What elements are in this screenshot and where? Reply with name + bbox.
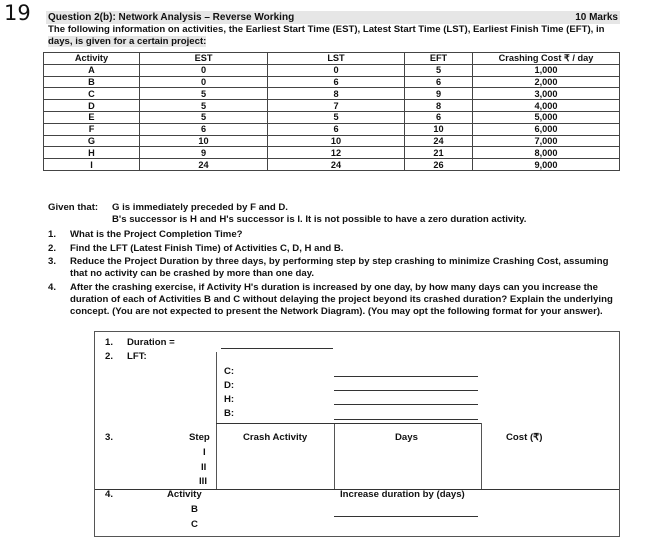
table-cell: 2,000 — [473, 76, 620, 88]
question-header — [46, 11, 620, 24]
lft-letter-h: H: — [224, 394, 235, 405]
table-row — [44, 135, 620, 147]
table-cell: 6 — [268, 123, 405, 135]
given-block — [48, 202, 526, 226]
given-label: Given that: — [48, 202, 99, 213]
answer-item-2-number: 2. — [105, 351, 114, 362]
table-cell: 26 — [405, 159, 473, 171]
table-cell: 5 — [140, 111, 268, 123]
format-divider — [481, 423, 482, 489]
table-cell: F — [44, 123, 140, 135]
table-header-cell: LST — [268, 53, 405, 65]
table-cell: 5 — [140, 88, 268, 100]
table-cell: 5 — [140, 100, 268, 112]
table-cell: 12 — [268, 147, 405, 159]
table-cell: 10 — [140, 135, 268, 147]
table-cell: 24 — [405, 135, 473, 147]
list-item — [48, 229, 622, 241]
page-number: 19 — [4, 1, 31, 25]
table-header-cell: EFT — [405, 53, 473, 65]
table-cell: 7 — [268, 100, 405, 112]
activity-label: Activity — [167, 489, 202, 500]
question-number: 2. — [48, 242, 57, 254]
table-cell: 10 — [268, 135, 405, 147]
intro-line-2: days, is given for a certain project: — [48, 36, 207, 47]
table-row — [44, 100, 620, 112]
increase-duration-label: Increase duration by (days) — [340, 489, 465, 500]
table-row — [44, 111, 620, 123]
question-marks: 10 Marks — [575, 12, 618, 23]
table-cell: 0 — [140, 76, 268, 88]
table-cell: 7,000 — [473, 135, 620, 147]
duration-label: Duration = — [127, 337, 175, 348]
table-cell: 9 — [405, 88, 473, 100]
answer-item-1-number: 1. — [105, 337, 114, 348]
question-text: After the crashing exercise, if Activity H's duration is increased by one day, by how many days can you increase the duration of each of Activities B and C without delaying the project beyond its crashed duration? Explain the underlying concept. (You are not expected to present the Network Diagram). (You may opt the following format for your answer). — [70, 281, 613, 317]
step-i: I — [203, 447, 206, 458]
table-cell: 10 — [405, 123, 473, 135]
table-header-row — [44, 53, 620, 65]
table-row — [44, 64, 620, 76]
lft-c-answer-line — [334, 376, 478, 377]
question-number: 4. — [48, 281, 57, 293]
lft-h-answer-line — [334, 404, 478, 405]
table-cell: 9 — [140, 147, 268, 159]
list-item — [48, 243, 622, 255]
table-cell: H — [44, 147, 140, 159]
table-cell: 4,000 — [473, 100, 620, 112]
activity-b: B — [191, 504, 198, 515]
question-title: Question 2(b): Network Analysis – Reverse Working — [48, 12, 295, 23]
table-cell: A — [44, 64, 140, 76]
table-cell: D — [44, 100, 140, 112]
table-cell: 24 — [140, 159, 268, 171]
list-item — [48, 282, 622, 318]
format-divider — [216, 352, 217, 489]
table-cell: 3,000 — [473, 88, 620, 100]
lft-letter-c: C: — [224, 366, 235, 377]
table-header-cell: EST — [140, 53, 268, 65]
format-divider — [334, 423, 335, 489]
table-cell: 5 — [405, 64, 473, 76]
table-row — [44, 147, 620, 159]
activity-table — [43, 52, 620, 171]
question-number: 3. — [48, 256, 57, 268]
table-cell: 6 — [405, 111, 473, 123]
table-cell: 6 — [140, 123, 268, 135]
question-list — [48, 229, 622, 319]
table-row — [44, 88, 620, 100]
table-row — [44, 76, 620, 88]
table-cell: I — [44, 159, 140, 171]
step-label: Step — [189, 432, 210, 443]
table-cell: 8 — [268, 88, 405, 100]
table-cell: 5,000 — [473, 111, 620, 123]
lft-d-answer-line — [334, 390, 478, 391]
table-cell: 21 — [405, 147, 473, 159]
table-cell: 6 — [268, 76, 405, 88]
table-cell: 8 — [405, 100, 473, 112]
table-cell: 1,000 — [473, 64, 620, 76]
question-intro — [48, 24, 620, 48]
table-cell: E — [44, 111, 140, 123]
table-cell: 8,000 — [473, 147, 620, 159]
table-row — [44, 123, 620, 135]
table-cell: 6,000 — [473, 123, 620, 135]
table-cell: 0 — [140, 64, 268, 76]
format-divider — [216, 423, 481, 424]
lft-letter-b: B: — [224, 408, 235, 419]
given-line-1: G is immediately preceded by F and D. — [112, 202, 288, 213]
table-cell: B — [44, 76, 140, 88]
answer-item-3-number: 3. — [105, 432, 114, 443]
table-cell: C — [44, 88, 140, 100]
list-item — [48, 256, 622, 280]
step-ii: II — [201, 462, 207, 473]
cost-label: Cost (₹) — [506, 432, 543, 443]
question-text: What is the Project Completion Time? — [70, 229, 243, 240]
table-cell: 9,000 — [473, 159, 620, 171]
lft-label: LFT: — [127, 351, 147, 362]
step-iii: III — [199, 476, 207, 487]
lft-b-answer-line — [334, 419, 478, 420]
table-cell: 0 — [268, 64, 405, 76]
crash-activity-label: Crash Activity — [243, 432, 308, 443]
table-cell: 24 — [268, 159, 405, 171]
increase-b-answer-line — [334, 516, 478, 517]
table-row — [44, 159, 620, 171]
answer-format-box — [94, 331, 620, 537]
activity-c: C — [191, 519, 198, 530]
given-line-2: B's successor is H and H's successor is I. It is not possible to have a zero duration activity. — [112, 214, 527, 225]
table-cell: G — [44, 135, 140, 147]
table-header-cell: Activity — [44, 53, 140, 65]
table-cell: 6 — [405, 76, 473, 88]
question-text: Find the LFT (Latest Finish Time) of Activities C, D, H and B. — [70, 242, 344, 254]
duration-answer-line — [221, 348, 333, 349]
intro-line-1: The following information on activities, the Earliest Start Time (EST), Latest Start Time (LST), Earliest Finish Time (EFT), in — [48, 24, 605, 35]
days-label: Days — [395, 432, 418, 443]
table-header-cell: Crashing Cost ₹ / day — [473, 53, 620, 65]
table-cell: 5 — [268, 111, 405, 123]
lft-letter-d: D: — [224, 380, 235, 391]
question-number: 1. — [48, 229, 57, 240]
answer-item-4-number: 4. — [105, 489, 114, 500]
question-text: Reduce the Project Duration by three days, by performing step by step crashing to minimize Crashing Cost, assuming that no activity can be crashed by more than one day. — [70, 256, 609, 280]
